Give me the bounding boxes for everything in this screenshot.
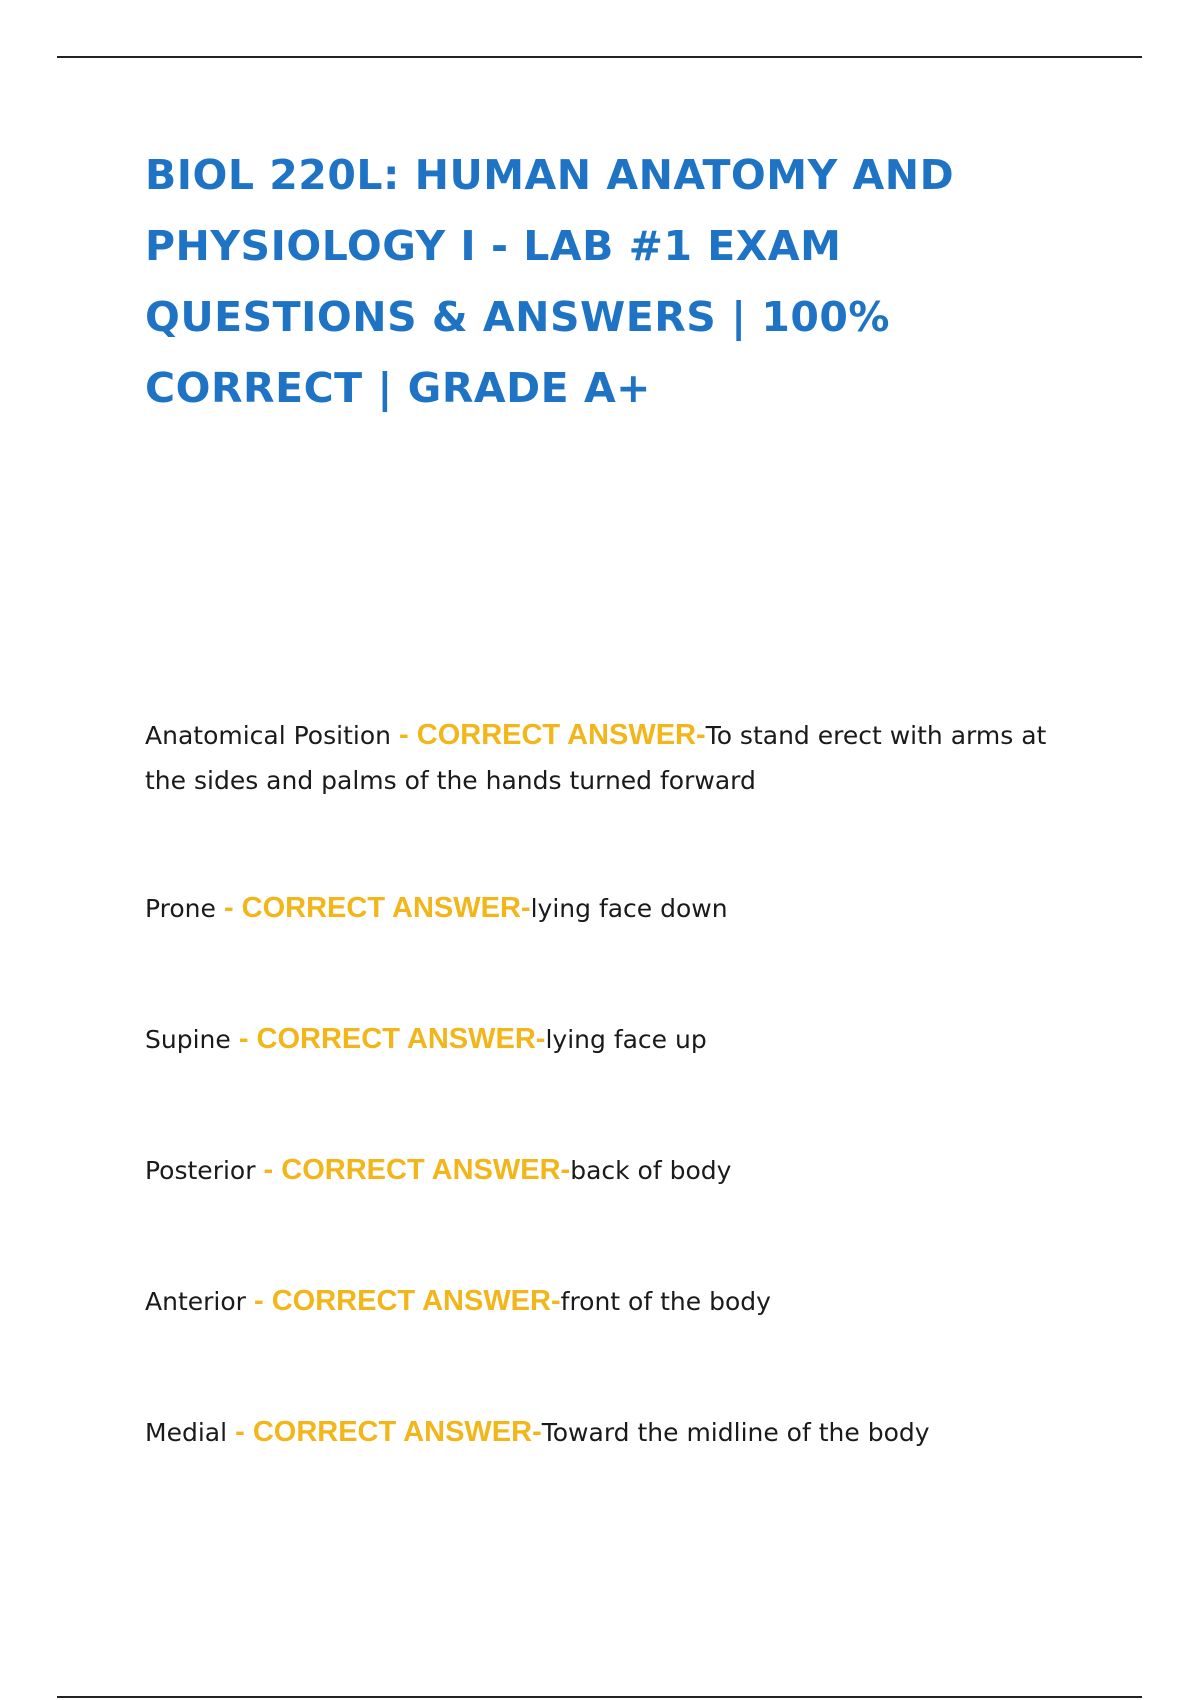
- answer-label: CORRECT ANSWER-: [256, 1023, 546, 1055]
- separator: -: [255, 1154, 282, 1186]
- term: Medial: [145, 1418, 228, 1447]
- term: Anatomical Position: [145, 721, 391, 750]
- separator: -: [227, 1416, 253, 1448]
- qa-item-supine: [145, 1017, 1095, 1062]
- term: Supine: [145, 1025, 231, 1054]
- separator: -: [230, 1023, 257, 1055]
- answer-label: CORRECT ANSWER-: [252, 1416, 542, 1448]
- bottom-rule: [57, 1696, 1142, 1698]
- separator: -: [390, 719, 417, 751]
- answer-label: CORRECT ANSWER-: [241, 892, 531, 924]
- qa-item-anterior: [145, 1279, 1095, 1324]
- term: Anterior: [145, 1287, 246, 1316]
- qa-item-prone: [145, 886, 1095, 931]
- answer: To stand erect with arms at the sides and palms of the hands turned forward: [145, 721, 1047, 795]
- separator: -: [215, 892, 242, 924]
- answer: Toward the midline of the body: [541, 1418, 930, 1447]
- document-title: BIOL 220L: HUMAN ANATOMY AND PHYSIOLOGY I - LAB #1 EXAM QUESTIONS & ANSWERS | 100% CORRECT | GRADE A+: [145, 151, 955, 412]
- separator: -: [245, 1285, 272, 1317]
- answer-label: CORRECT ANSWER-: [416, 719, 706, 751]
- term: Prone: [145, 894, 216, 923]
- qa-item-anatomical-position: [145, 713, 1095, 803]
- term: Posterior: [145, 1156, 256, 1185]
- top-rule: [57, 56, 1142, 58]
- qa-item-medial: [145, 1410, 1095, 1455]
- answer-label: CORRECT ANSWER-: [271, 1285, 561, 1317]
- answer: lying face down: [530, 894, 728, 923]
- qa-item-posterior: [145, 1148, 1095, 1193]
- answer: lying face up: [545, 1025, 707, 1054]
- answer: front of the body: [560, 1287, 771, 1316]
- answer-label: CORRECT ANSWER-: [281, 1154, 571, 1186]
- answer: back of body: [570, 1156, 732, 1185]
